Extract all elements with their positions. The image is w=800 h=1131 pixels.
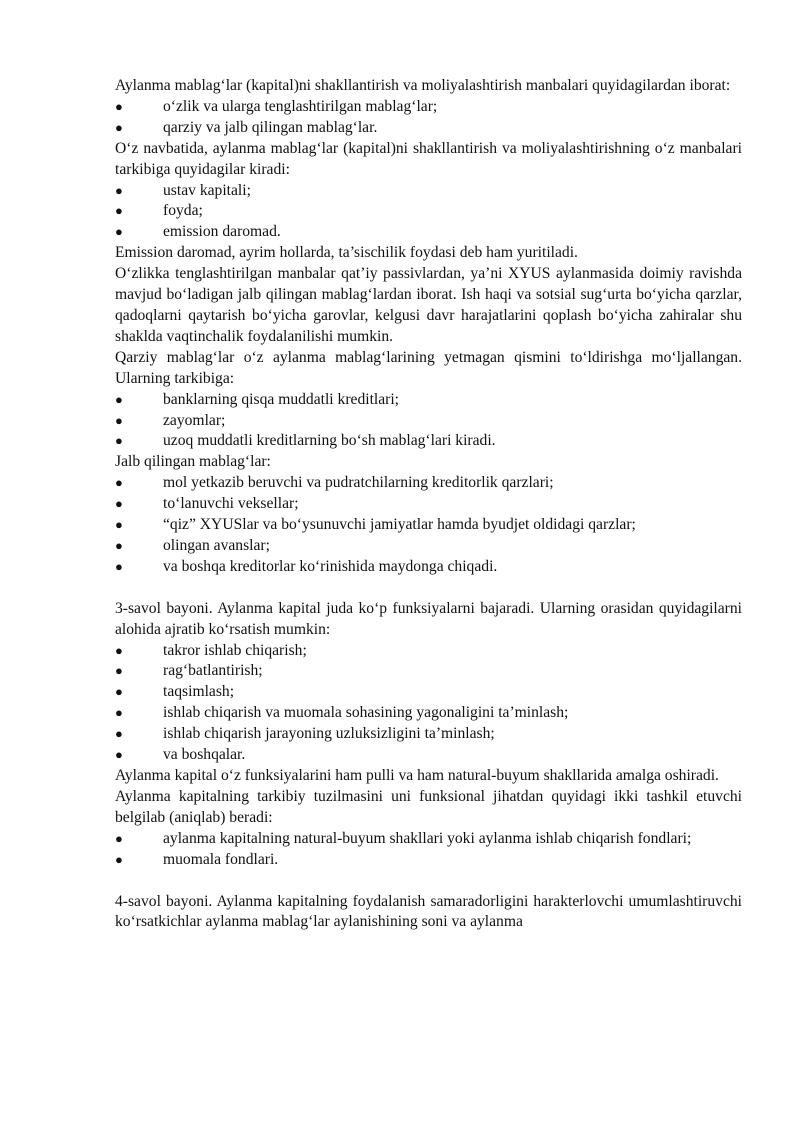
bullet-text: emission daromad. [163,223,281,241]
paragraph: Aylanma kapital o‘z funksiyalarini ham pulli va ham natural-buyum shakllarida amalga oshiradi. [115,767,719,784]
bullet-icon: ● [115,224,123,240]
bullet-icon: ● [115,412,123,428]
bullet-item [115,411,742,432]
bullet-icon: ● [115,98,123,114]
bullet-text: banklarning qisqa muddatli kreditlari; [163,390,400,408]
bullet-text: o‘zlik va ularga tenglashtirilgan mablag‘lar; [163,97,438,115]
bullet-text: mol yetkazib beruvchi va pudratchilarning kreditorlik qarzlari; [163,474,554,492]
paragraph: Emission daromad, ayrim hollarda, ta’sischilik foydasi deb ham yuritiladi. [115,244,578,262]
bullet-text: va boshqa kreditorlar ko‘rinishida maydonga chiqadi. [163,557,498,575]
paragraph-gap [115,578,742,599]
bullet-icon: ● [115,830,123,846]
bullet-text: muomala fondlari. [163,850,279,868]
bullet-text: rag‘batlantirish; [163,662,263,680]
paragraph: Jalb qilingan mablag‘lar: [115,453,271,471]
bullet-text: “qiz” XYUSlar va bo‘ysunuvchi jamiyatlar hamda byudjet oldidagi qarzlar; [163,516,636,534]
bullet-item [115,724,742,745]
bullet-text: qarziy va jalb qilingan mablag‘lar. [163,118,378,136]
bullet-text: ishlab chiqarish jarayoning uzluksizligini ta’minlash; [163,725,495,743]
bullet-icon: ● [115,705,123,721]
bullet-item [115,829,742,850]
paragraph: Qarziy mablag‘lar o‘z aylanma mablag‘larining yetmagan qismini to‘ldirishga mo‘ljallangan. Ularning tarkibiga: [115,348,742,387]
bullet-item [115,473,742,494]
bullet-item [115,661,742,682]
document-page [115,76,742,933]
bullet-icon: ● [115,726,123,742]
bullet-icon: ● [115,537,123,553]
bullet-icon: ● [115,684,123,700]
bullet-text: uzoq muddatli kreditlarning bo‘sh mablag‘lari kiradi. [163,432,496,450]
bullet-text: va boshqalar. [163,746,246,764]
bullet-item [115,97,742,118]
bullet-icon: ● [115,558,123,574]
bullet-text: takror ishlab chiqarish; [163,641,307,659]
bullet-item [115,850,742,871]
bullet-icon: ● [115,642,123,658]
paragraph: O‘z navbatida, aylanma mablag‘lar (kapital)ni shakllantirish va moliyalashtirishning o‘z manbalari tarkibiga quyidagilar kiradi: [115,139,742,178]
bullet-item [115,557,742,578]
bullet-icon: ● [115,747,123,763]
bullet-item [115,181,742,202]
bullet-text: taqsimlash; [163,683,235,701]
bullet-item [115,494,742,515]
bullet-item [115,118,742,139]
bullet-icon: ● [115,851,123,867]
bullet-text: ishlab chiqarish va muomala sohasining yagonaligini ta’minlash; [163,704,569,722]
bullet-item [115,745,742,766]
bullet-text: olingan avanslar; [163,536,270,554]
bullet-icon: ● [115,663,123,679]
bullet-icon: ● [115,203,123,219]
bullet-icon: ● [115,433,123,449]
bullet-text: foyda; [163,202,203,220]
paragraph-gap [115,871,742,892]
bullet-icon: ● [115,517,123,533]
bullet-icon: ● [115,182,123,198]
bullet-icon: ● [115,475,123,491]
paragraph: Aylanma mablag‘lar (kapital)ni shakllantirish va moliyalashtirish manbalari quyidagilardan iborat: [115,77,731,94]
bullet-text: zayomlar; [163,411,226,429]
bullet-text: to‘lanuvchi veksellar; [163,495,299,513]
bullet-icon: ● [115,119,123,135]
bullet-item [115,703,742,724]
bullet-item [115,201,742,222]
bullet-item [115,390,742,411]
bullet-item [115,536,742,557]
bullet-item [115,222,742,243]
bullet-text: aylanma kapitalning natural-buyum shakllari yoki aylanma ishlab chiqarish fondlari; [163,829,692,847]
bullet-icon: ● [115,391,123,407]
paragraph: Aylanma kapitalning tarkibiy tuzilmasini uni funksional jihatdan quyidagi ikki tashkil etuvchi belgilab (aniqlab) beradi: [115,787,742,826]
paragraph: O‘zlikka tenglashtirilgan manbalar qat’iy passivlardan, ya’ni XYUS aylanmasida doimiy ravishda mavjud bo‘ladigan jalb qilingan mablag‘lardan iborat. Ish haqi va sotsial sug‘urta bo‘yicha qarzlar, qadoqlarni qaytarish bo‘yicha garovlar, kelgusi davr harajatlarini qoplash bo‘yicha zahiralar shu shaklda vaqtinchalik foydalanilishi mumkin. [115,265,742,345]
bullet-item [115,515,742,536]
paragraph: 4-savol bayoni. Aylanma kapitalning foydalanish samaradorligini harakterlovchi umumlashtiruvchi ko‘rsatkichlar aylanma mablag‘lar aylanishining soni va aylanma [115,892,742,931]
bullet-item [115,682,742,703]
bullet-text: ustav kapitali; [163,181,251,199]
bullet-item [115,431,742,452]
bullet-item [115,641,742,662]
bullet-icon: ● [115,496,123,512]
paragraph: 3-savol bayoni. Aylanma kapital juda ko‘p funksiyalarni bajaradi. Ularning orasidan quyidagilarni alohida ajratib ko‘rsatish mumkin: [115,599,742,638]
